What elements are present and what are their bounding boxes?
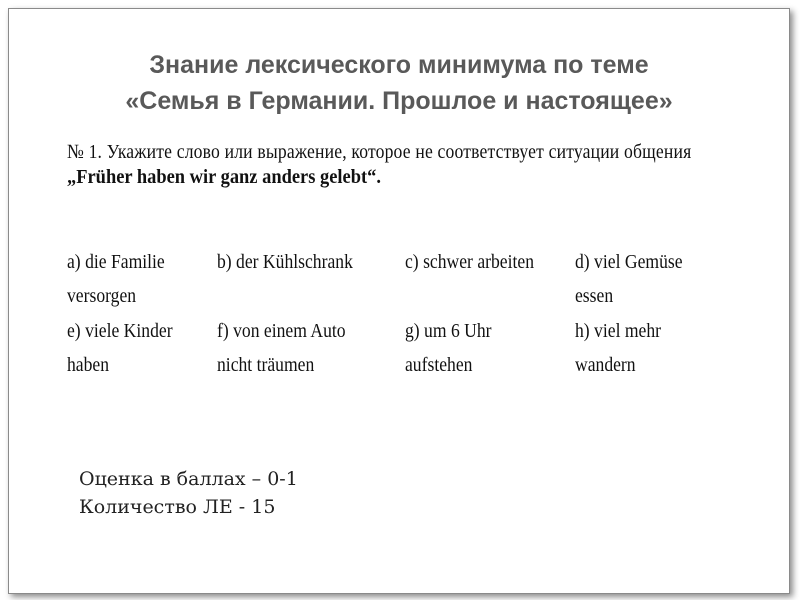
option-b — [217, 245, 353, 279]
option-h-line-2: wandern — [575, 354, 636, 376]
option-h — [575, 314, 661, 382]
option-d — [575, 245, 683, 313]
option-a — [67, 245, 165, 313]
option-f-line-2: nicht träumen — [217, 354, 315, 376]
task-phrase: „Früher haben wir ganz anders gelebt“. — [67, 166, 382, 188]
option-f — [217, 314, 346, 382]
options-grid — [67, 245, 767, 385]
title-line-1: Знание лексического минимума по теме — [149, 51, 649, 79]
slide-title — [9, 47, 789, 119]
option-a-line-2: versorgen — [67, 285, 137, 307]
option-g-line-2: aufstehen — [405, 354, 473, 376]
task-instruction: № 1. Укажите слово или выражение, которое не соответствует ситуации общения — [67, 141, 692, 163]
info-block — [79, 465, 298, 521]
option-c-line-1: c) schwer arbeiten — [405, 251, 535, 273]
option-e-line-2: haben — [67, 354, 110, 376]
option-h-line-1: h) viel mehr — [575, 320, 662, 342]
score-text: Оценка в баллах – 0-1 — [79, 468, 298, 490]
count-text: Количество ЛЕ - 15 — [79, 496, 276, 518]
option-c — [405, 245, 534, 279]
option-b-line-1: b) der Kühlschrank — [217, 251, 353, 273]
title-line-2: «Семья в Германии. Прошлое и настоящее» — [125, 87, 673, 115]
option-d-line-1: d) viel Gemüse — [575, 251, 683, 273]
slide — [8, 8, 790, 594]
option-e-line-1: e) viele Kinder — [67, 320, 173, 342]
option-g-line-1: g) um 6 Uhr — [405, 320, 492, 342]
option-e — [67, 314, 173, 382]
option-g — [405, 314, 492, 382]
task-block — [67, 141, 787, 189]
option-d-line-2: essen — [575, 285, 614, 307]
option-f-line-1: f) von einem Auto — [217, 320, 346, 342]
option-a-line-1: a) die Familie — [67, 251, 165, 273]
